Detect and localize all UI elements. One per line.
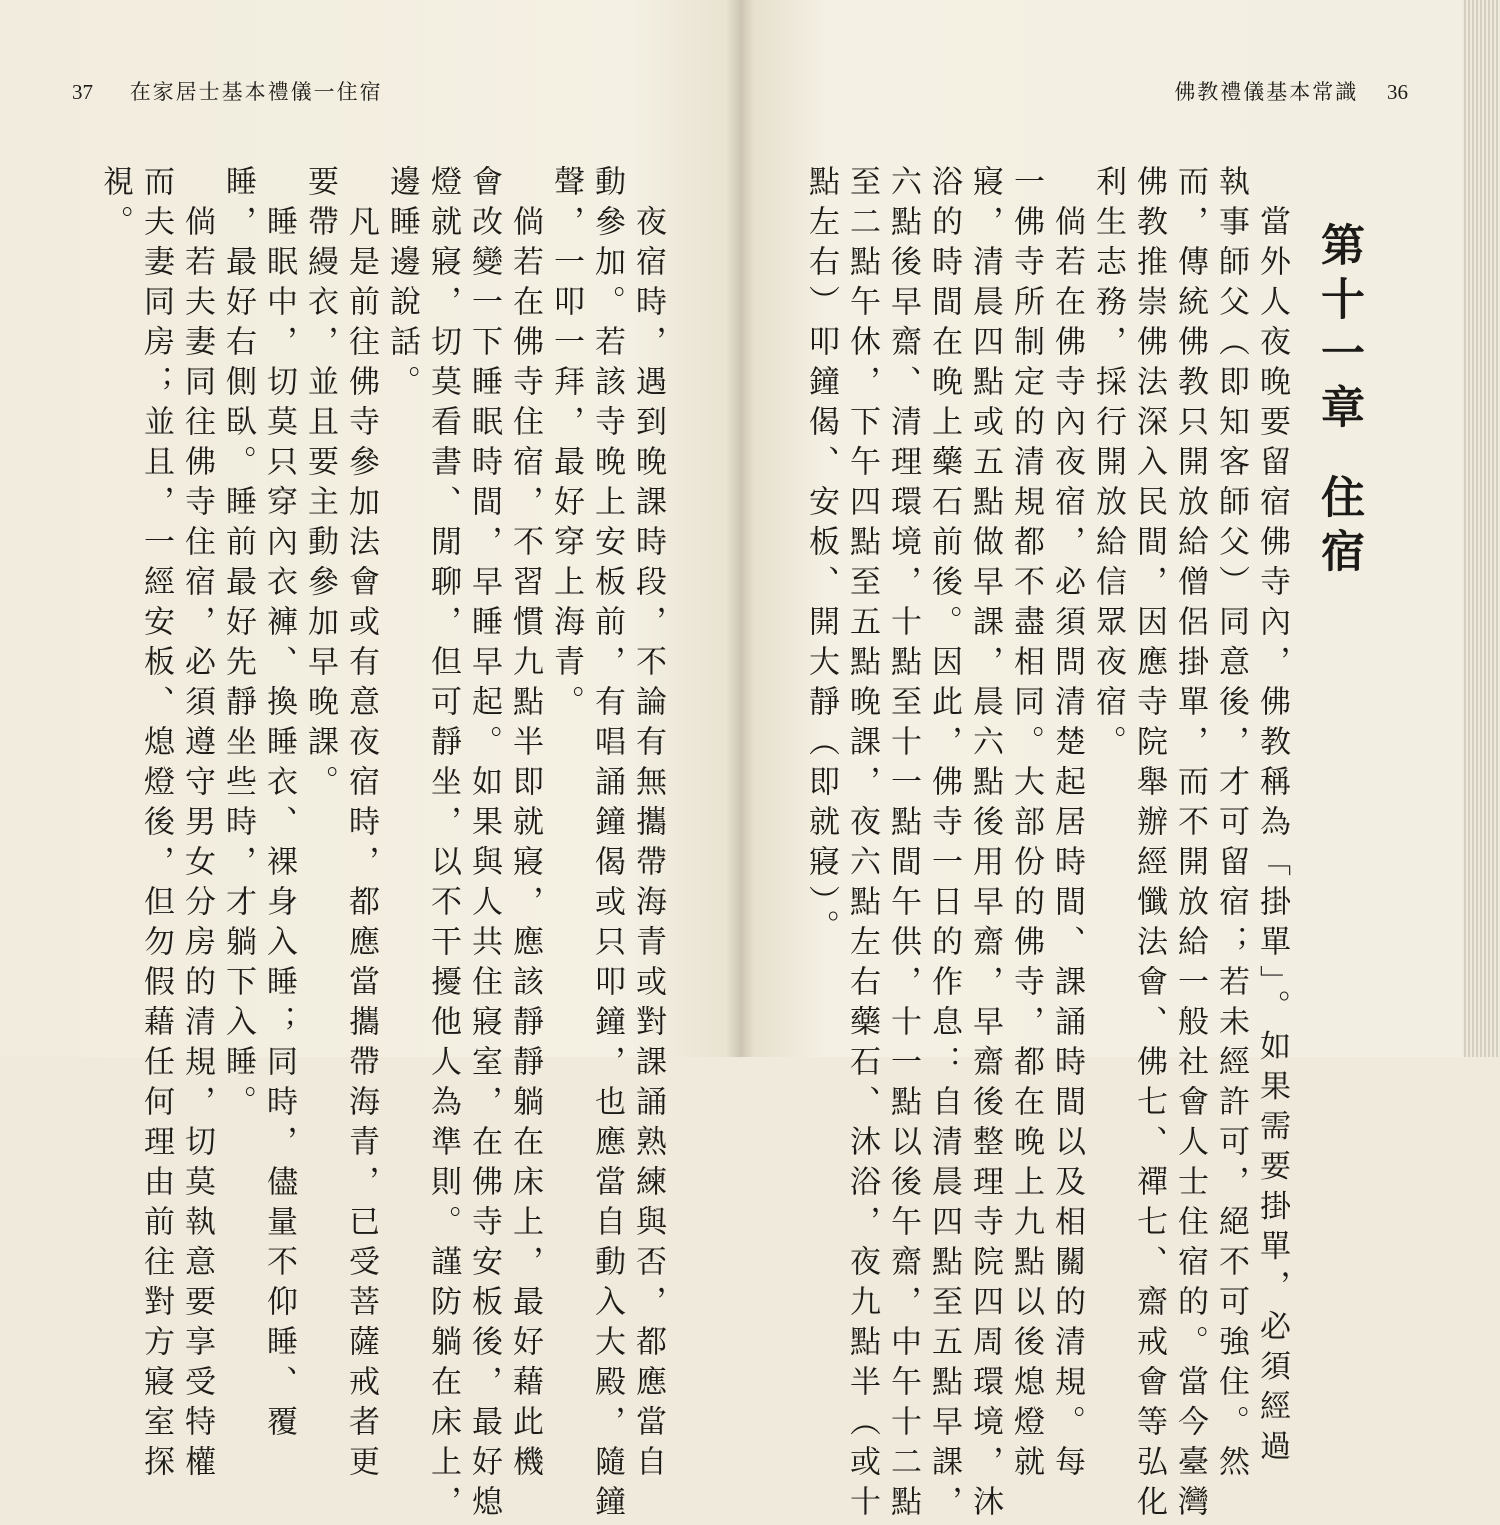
text-column: 而夫妻同房；並且，一經安板、熄燈後，但勿假藉任何理由前往對方寢室探 bbox=[138, 165, 174, 1485]
text-column: 當外人夜晚要留宿佛寺內，佛教稱為「掛單」。如果需要掛單，必須經過 bbox=[1254, 165, 1290, 1470]
text-column: 執事師父（即知客師父）同意後，才可留宿；若未經許可，絕不可強住。然 bbox=[1213, 165, 1249, 1485]
text-column: 夜宿時，遇到晚課時段，不論有無攜帶海青或對課誦熟練與否，都應當自 bbox=[630, 165, 666, 1485]
chapter-number: 第十一章 bbox=[1313, 222, 1364, 438]
text-column: 至二點午休，下午四點至五點晚課，夜六點左右藥石、沐浴，夜九點半（或十 bbox=[844, 165, 880, 1525]
text-column: 倘若在佛寺住宿，不習慣九點半即就寢，應該靜靜躺在床上，最好藉此機 bbox=[507, 165, 543, 1485]
left-running-head bbox=[72, 76, 383, 106]
text-column: 聲，一叩一拜，最好穿上海青。 bbox=[548, 165, 584, 725]
right-header-title: 佛教禮儀基本常識 bbox=[1174, 80, 1359, 104]
right-page-number: 36 bbox=[1387, 80, 1408, 104]
text-column: 燈就寢，切莫看書、閒聊，但可靜坐，以不干擾他人為準則。謹防躺在床上， bbox=[425, 165, 461, 1525]
text-column: 倘若在佛寺內夜宿，必須問清楚起居時間、課誦時間以及相關的清規。每 bbox=[1049, 165, 1085, 1485]
text-column: 佛教推崇佛法深入民間，因應寺院舉辦經懺法會、佛七、禪七、齋戒會等弘化 bbox=[1131, 165, 1167, 1525]
text-column: 點左右）叩鐘偈、安板、開大靜（即就寢）。 bbox=[803, 165, 839, 950]
text-column: 邊睡邊說話。 bbox=[384, 165, 420, 405]
left-page-number: 37 bbox=[72, 80, 93, 104]
text-column: 寢，清晨四點或五點做早課，晨六點後用早齋，早齋後整理寺院四周環境，沐 bbox=[967, 165, 1003, 1525]
text-column: 凡是前往佛寺參加法會或有意夜宿時，都應當攜帶海青，已受菩薩戒者更 bbox=[343, 165, 379, 1485]
left-header-title: 在家居士基本禮儀一住宿 bbox=[129, 80, 383, 104]
text-column: 睡，最好右側臥。睡前最好先靜坐些時，才躺下入睡。 bbox=[220, 165, 256, 1125]
text-column: 一佛寺所制定的清規都不盡相同。大部份的佛寺，都在晚上九點以後熄燈就 bbox=[1008, 165, 1044, 1485]
page-edges bbox=[1462, 0, 1500, 1057]
text-column: 倘若夫妻同往佛寺住宿，必須遵守男女分房的清規，切莫執意要享受特權 bbox=[179, 165, 215, 1485]
text-column: 動參加。若該寺晚上安板前，有唱誦鐘偈或只叩鐘，也應當自動入大殿，隨鐘 bbox=[589, 165, 625, 1525]
text-column: 會改變一下睡眠時間，早睡早起。如果與人共住寢室，在佛寺安板後，最好熄 bbox=[466, 165, 502, 1525]
text-column: 六點後早齋、清理環境，十點至十一點間午供，十一點以後午齋，中午十二點 bbox=[885, 165, 921, 1525]
text-column: 視。 bbox=[97, 165, 133, 245]
right-running-head bbox=[1174, 76, 1408, 106]
text-column: 睡眠中，切莫只穿內衣褲、換睡衣、裸身入睡；同時，儘量不仰睡、覆 bbox=[261, 165, 297, 1445]
chapter-name: 住宿 bbox=[1313, 474, 1364, 582]
chapter-title bbox=[1306, 222, 1370, 582]
text-column: 利生志務，採行開放給信眾夜宿。 bbox=[1090, 165, 1126, 765]
text-column: 浴的時間在晚上藥石前後。因此，佛寺一日的作息：自清晨四點至五點早課， bbox=[926, 165, 962, 1525]
book-gutter bbox=[726, 0, 754, 1057]
text-column: 而，傳統佛教只開放給僧侶掛單，而不開放給一般社會人士住宿的。當今臺灣 bbox=[1172, 165, 1208, 1525]
text-column: 要帶縵衣，並且要主動參加早晚課。 bbox=[302, 165, 338, 805]
